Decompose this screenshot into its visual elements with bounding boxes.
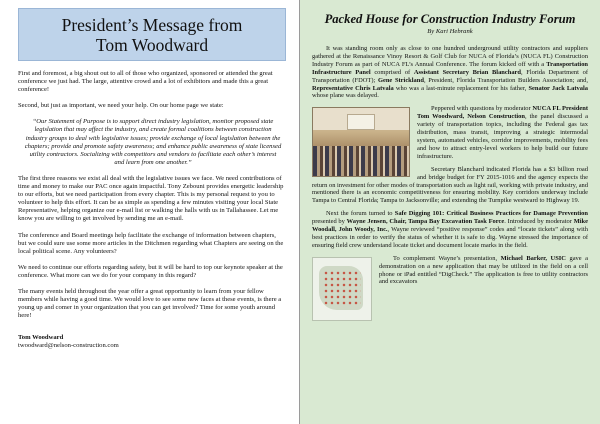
text-run: Peppered with questions by moderator <box>431 105 533 113</box>
text-run-bold: Safe Digging 101: Critical Business Practices for Damage Prevention <box>394 210 588 218</box>
text-run: To complement Wayne’s presentation, <box>393 254 501 262</box>
signature-name: Tom Woodward <box>18 334 64 342</box>
title-line-1: President’s Message from <box>61 15 243 35</box>
paragraph-help: Second, but just as important, we need your help. On our home page we state: <box>18 102 224 110</box>
paragraph-events: The many events held throughout the year offer a great opportunity to learn from your fellow members while having a good time. We would love to see some new faces at these events, is there a young up and comer in your organization that you can get involved? Time for some youth around here! <box>18 287 282 320</box>
photo-audience <box>313 146 409 176</box>
text-run-bold: Senator Jack Latvala <box>528 84 588 92</box>
text-run: . Introduced by moderator <box>504 218 574 226</box>
map-markers <box>323 270 361 306</box>
text-run-bold: Assistant Secretary Brian Blanchard <box>413 68 521 76</box>
paragraph-conference: The conference and Board meetings help facilitate the exchange of information between chapters, but we could sure use some more articles in the Ditchmen regarding what Chapters are seeing on the local political scene. Any volunteers? <box>18 231 284 255</box>
florida-map-image <box>312 257 372 321</box>
text-run-bold: Gene Strickland <box>377 76 424 84</box>
article-paragraph-3: Secretary Blanchard indicated Florida has a $3 billion road and bridge budget for FY 2015-1016 and the agency expects the return on investment for other modes of transportation such as light rail, working with private industry, and mentioned there is an economic competitiveness for ensuring mobility. Key corridors underway include Tampa to Central Florida; Tampa to Jacksonville; and extending the Turnpike westward to Highway 19. <box>312 165 588 205</box>
text-run-bold: Wayne Jensen, Chair, Tampa Bay Excavation Task Force <box>346 218 505 226</box>
text-run: comprised of <box>370 68 414 76</box>
president-message-title <box>18 8 286 61</box>
article-paragraph-1 <box>312 45 588 100</box>
text-run-bold: Representative Chris Latvala <box>312 84 394 92</box>
statement-of-purpose-quote: “Our Statement of Purpose is to support direct industry legislation, monitor proposed state legislation that may affect the industry, and create formal coalitions between construction industry groups to deal with legislative issues; provide exchange of local legislation between the chapters; provide and promote safety awareness; and enhance public awareness of state licensed utility contractors. Socializing with competitors and vendors to facilitate each other’s interest and learn from one another.” <box>24 118 282 166</box>
paragraph-safety: We need to continue our efforts regarding safety, but it will be hard to top our keynote speaker at the conference. What more can we do for your company in this regard? <box>18 263 283 279</box>
text-run: Next the forum turned to <box>326 210 395 218</box>
text-run: who was a last-minute replacement for his father, <box>393 84 529 92</box>
text-run: , Wayne reviewed “positive response” codes and “locate tickets” along with best practices in order to verify the status of whether it is safe to dig. Wayne stressed the importance of ensuring field crew understand locate ticket and document locate marks in the field. <box>312 226 588 249</box>
text-run: whose plane was delayed. <box>312 92 379 100</box>
article-title: Packed House for Construction Industry Forum <box>324 12 576 26</box>
photo-projection-screen <box>347 114 375 130</box>
article-byline: By Kari Hebrank <box>427 28 473 35</box>
text-run-bold: NUCA FL President Tom Woodward, Nelson Construction <box>417 105 588 121</box>
text-run-bold: Transportation Infrastructure Panel <box>312 60 588 76</box>
title-line-2: Tom Woodward <box>95 35 209 55</box>
text-run: , Florida Department of Transportation (FDOT); <box>312 68 588 84</box>
paragraph-legislative: The first three reasons we exist all deal with the legislative issues we face. We need contributions of time and money to make our PAC once again impactful. Tony Zebouni provides energetic leadership to our efforts, but we need participation from every chapter. This is my personal request to you to volunteer to help this effort. It can be as simple as spending a few minutes visiting your local State Representative, helping organize our e-mail list or walking the halls with us in Tallahassee. Let me know you are willing to get involved by sending me an e-mail. <box>18 174 284 223</box>
text-run: gave a demonstration on a new application that may be utilized in the field on a cell phone or iPad entitled “DigCheck.” The application is free to utility contractors and excavators <box>379 254 589 286</box>
right-page <box>300 0 600 424</box>
paragraph-intro: First and foremost, a big shout out to all of those who organized, sponsored or attended the great conference we just had. The large, attentive crowd and a lot of exhibitors and made this a great conference! <box>18 70 273 94</box>
signature-email[interactable]: twoodward@nelson-construction.com <box>18 342 119 350</box>
text-run-bold: Michael Barker, USIC <box>500 254 566 262</box>
text-run: It was standing room only as close to one hundred underground utility contractors and suppliers gathered at the Renaissance Vinoy Resort & Golf Club for NUCA of Florida’s (NUCA FL) Construction Industry Forum as part of NUCA FL’s Annual Conference. The forum kicked off with a <box>312 45 588 68</box>
text-run: presented by <box>312 218 347 226</box>
signature-block <box>18 334 286 350</box>
text-run: , President, Florida Transportation Builders Association; and, <box>423 76 588 84</box>
text-run-bold: Mike Woodall, John Woody, Inc. <box>312 218 588 234</box>
text-run: , the panel discussed a variety of transportation topics, including the Federal gas tax distribution, mass transit, improving a strategic intermodal system, automated vehicles, corridor improvements, mobility fees and how to attract entry-level workers to help build our future infrastructure. <box>417 113 588 160</box>
article-paragraph-4 <box>312 210 588 250</box>
forum-crowd-photo <box>312 107 410 177</box>
